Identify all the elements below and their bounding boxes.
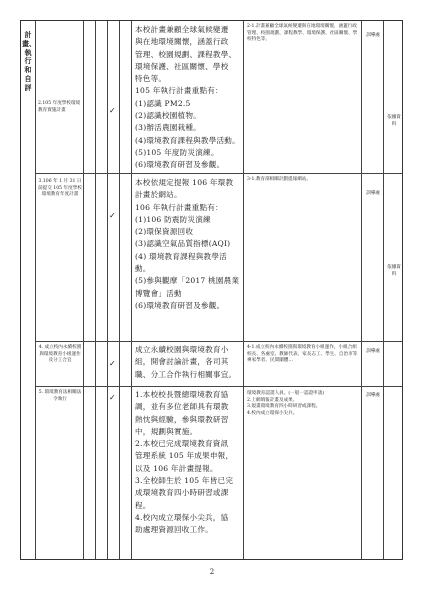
check-mark: ✓ xyxy=(109,211,116,220)
column-divider xyxy=(119,21,120,559)
column-divider xyxy=(361,21,362,559)
content-line: 106 年執行計畫重點有： xyxy=(135,202,223,212)
column-divider xyxy=(107,21,108,559)
content-line: (6)環境教育研習及參觀。 xyxy=(135,300,225,310)
content-line: 職、分工合作執行相關事宜。 xyxy=(135,369,237,379)
content-line: 程。 xyxy=(135,500,151,510)
content-line: 以及 106 年計畫提報。 xyxy=(135,463,218,473)
content-line: 特色等。 xyxy=(135,74,167,84)
content-line: 組，開會討論計畫，各司其 xyxy=(135,357,229,367)
content-line: 調，並有多位老師具有環教 xyxy=(135,402,229,412)
content-line: 本校依規定提報 106 年環教 xyxy=(135,178,234,187)
content-line: (5)參與觀摩「2017 桃園農業 xyxy=(135,276,240,286)
content-line: (2)認識校園植物。 xyxy=(135,111,201,121)
evidence-line: 4.校內成立環保小尖兵。 xyxy=(247,410,298,416)
column-divider xyxy=(35,21,36,559)
content-line: 與在地環境關懷，涵蓋行政 xyxy=(135,37,229,47)
evidence-line: 環境教育認證人員。(一般一認證申請) xyxy=(247,391,325,396)
content-line: 環境保護、社區關懷、學校 xyxy=(135,61,229,71)
responsible-unit: 訓導處 xyxy=(366,393,380,398)
responsible-unit: 訓導處 xyxy=(366,349,380,354)
responsible-unit: 訓導處 xyxy=(366,191,380,196)
content-line: 2.本校已完成環境教育資訊 xyxy=(135,439,229,449)
column-divider xyxy=(383,21,384,559)
check-mark: ✓ xyxy=(109,359,116,368)
content-line: 4.校內成立環保小尖兵，協 xyxy=(135,512,229,522)
content-line: 成立永續校園與環境教育小 xyxy=(135,345,229,354)
column-divider xyxy=(243,21,244,559)
column-divider xyxy=(95,21,96,559)
section-label: 計畫、執行和自評 xyxy=(22,30,36,92)
content-line: 105 年執行計畫重點有： xyxy=(135,86,223,96)
reference-note: 依據資料 xyxy=(387,115,401,127)
column-divider xyxy=(131,21,132,559)
evidence-cell: 2-1.計畫兼顧全球氣候變遷與在地環境關懷，涵蓋行政管理、校園規劃、課程教學、環境保護、社區關懷、學校特色等。 xyxy=(247,24,358,43)
content-line: 動。 xyxy=(135,264,151,274)
row-divider xyxy=(35,386,402,387)
row-divider xyxy=(35,173,402,174)
reference-note: 依據資料 xyxy=(387,265,401,277)
content-line: 本校計畫兼顧全球氣候變遷 xyxy=(135,25,229,34)
content-line: (3)辦活農園栽種。 xyxy=(135,123,201,133)
content-line: 博覽會」活動 xyxy=(135,288,182,298)
content-line: 中，規劃與實施。 xyxy=(135,426,198,436)
evidence-line: 2.上網填報計畫及成果。 xyxy=(247,397,298,403)
content-cell xyxy=(135,177,241,312)
content-line: (6)環境教育研習及參觀。 xyxy=(135,160,225,170)
content-cell xyxy=(135,24,241,172)
content-line: 計畫於網站。 xyxy=(135,190,182,200)
evidence-cell: 3-1.教育部相關計劃提報網站。 xyxy=(247,177,311,182)
content-line: 1.本校校長暨總環境教育協 xyxy=(135,390,229,399)
column-divider xyxy=(83,21,84,559)
content-line: 3.全校師生於 105 年皆已完 xyxy=(135,476,234,486)
evaluation-table xyxy=(20,20,403,560)
content-line: (4)環境教育課程與教學活動。 xyxy=(135,135,240,145)
responsible-unit: 訓導處 xyxy=(366,33,380,38)
content-line: 助處理資源回收工作。 xyxy=(135,525,213,535)
item-label: 4. 成立校內永續校園與環境教育小組運作及分工合宜 xyxy=(38,345,82,364)
content-line: 熱忱與經驗，參與環教研習 xyxy=(135,414,229,424)
content-line: (1)106 防震防災演練 xyxy=(135,214,211,224)
content-line: (3)認識空氣品質指標(AQI) xyxy=(135,239,231,249)
page-number: 2 xyxy=(209,568,215,576)
check-mark: ✓ xyxy=(109,393,116,402)
content-line: 管理、校園規劃、課程教學、 xyxy=(135,49,237,59)
content-line: (2)環保資源回收 xyxy=(135,227,194,237)
content-line: 成環境教育四小時研習或課 xyxy=(135,488,229,498)
row-divider xyxy=(35,341,402,342)
check-mark: ✓ xyxy=(109,106,116,115)
content-line: 管理系統 105 年成果申報， xyxy=(135,451,234,461)
item-label: 2.105 年度學校環境教育實施計畫 xyxy=(38,101,81,113)
content-line: (5)105 年度防災演練。 xyxy=(135,147,219,157)
item-label: 3.106 年 1 月 31 日前提交 105 年度學校環境教育年度計畫 xyxy=(38,179,82,198)
evidence-line: 3.規畫環境教育四小時研習或課程。 xyxy=(247,404,321,410)
item-label: 5. 環境教育法相關法令執行 xyxy=(38,390,82,402)
content-line: (4) 環境教育課程與教學活 xyxy=(135,251,227,261)
evidence-cell: 4-1.成立校內永續校園與環境教育小組運作，小組合組校長、各處室、教師代表、家長志工、學生、自治市等專家學者、民間團體… xyxy=(247,345,358,364)
content-line: (1)認識 PM2.5 xyxy=(135,98,191,108)
evidence-cell xyxy=(247,391,359,418)
content-cell xyxy=(135,389,241,537)
content-cell xyxy=(135,344,241,381)
